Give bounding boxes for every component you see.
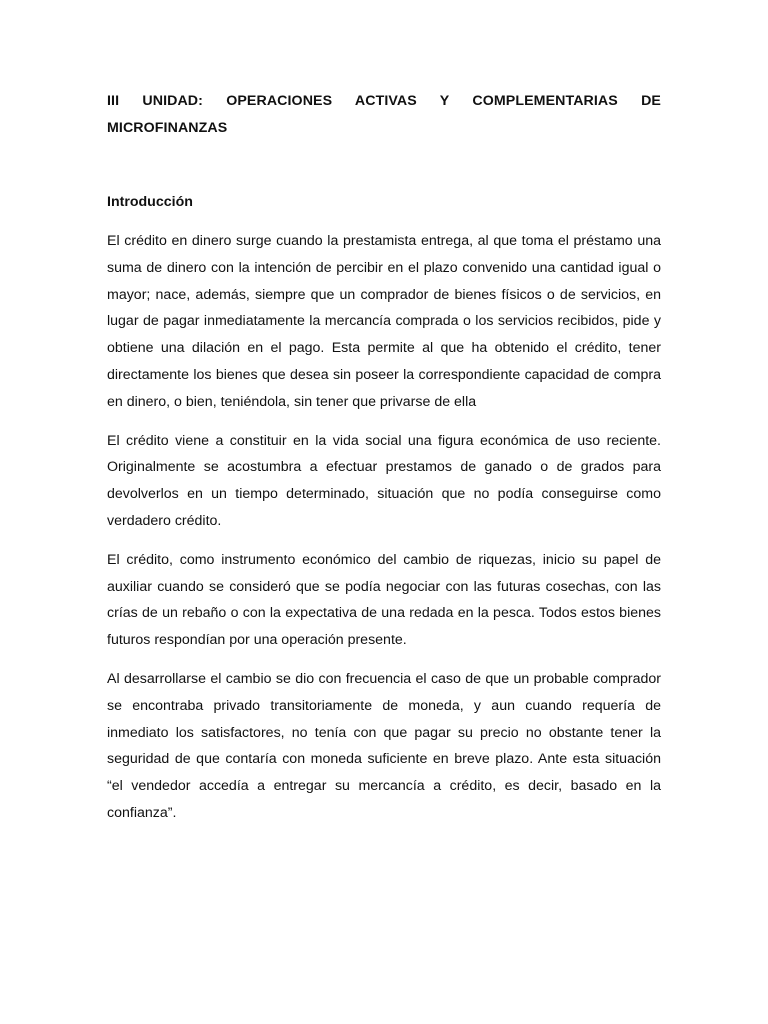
paragraph: El crédito en dinero surge cuando la prestamista entrega, al que toma el préstamo una suma de dinero con la intención de percibir en el plazo convenido una cantidad igual o mayor; nace, además, siempre que un comprador de bienes físicos o de servicios, en lugar de pagar inmediatamente la mercancía comprada o los servicios recibidos, pide y obtiene una dilación en el pago. Esta permite al que ha obtenido el crédito, tener directamente los bienes que desea sin poseer la correspondiente capacidad de compra en dinero, o bien, teniéndola, sin tener que privarse de ella	[107, 233, 661, 410]
paragraph: El crédito viene a constituir en la vida social una figura económica de uso reciente. Originalmente se acostumbra a efectuar prestamos de ganado o de grados para devolverlos en un tiempo determinado, situación que no podía conseguirse como verdadero crédito.	[107, 432, 661, 529]
paragraph: El crédito, como instrumento económico del cambio de riquezas, inicio su papel de auxiliar cuando se consideró que se podía negociar con las futuras cosechas, con las crías de un rebaño o con la expectativa de una redada en la pesca. Todos estos bienes futuros respondían por una operación presente.	[107, 551, 661, 649]
section-heading-introduccion: Introducción	[107, 194, 193, 210]
paragraph: Al desarrollarse el cambio se dio con frecuencia el caso de que un probable comprador se encontraba privado transitoriamente de moneda, y aun cuando requería de inmediato los satisfactores, no tenía con que pagar su precio no obstante tener la seguridad de que contaría con moneda suficiente en breve plazo. Ante esta situación “el vendedor accedía a entregar su mercancía a crédito, es decir, basado en la confianza”.	[107, 670, 661, 821]
document-page	[107, 88, 661, 839]
document-title: III UNIDAD: OPERACIONES ACTIVAS Y COMPLEMENTARIAS DE MICROFINANZAS	[107, 93, 661, 136]
